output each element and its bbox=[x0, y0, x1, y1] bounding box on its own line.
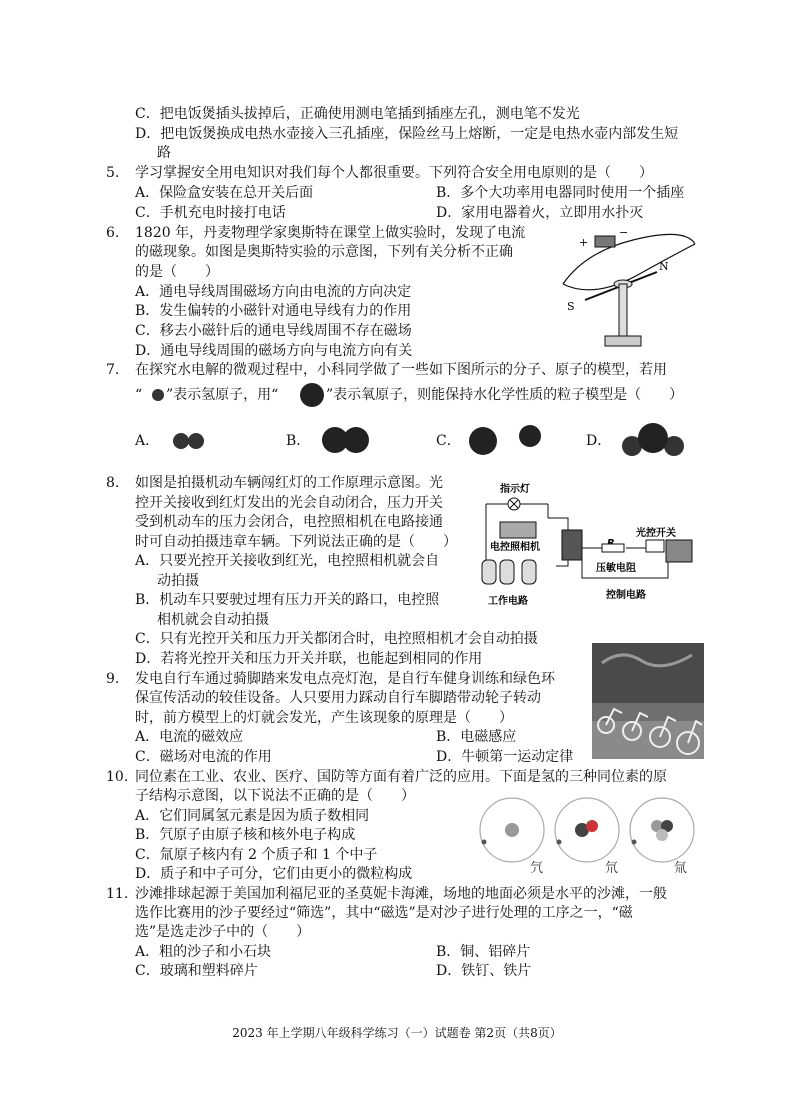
q9-option-d: D．牛顿第一运动定律 bbox=[436, 749, 574, 765]
q8-option-a: A．只要光控开关接收到红光，电控照相机就会自 bbox=[135, 553, 440, 569]
q7-model-d-icon bbox=[618, 420, 688, 460]
q8-option-d: D．若将光控开关和压力开关并联，也能起到相同的作用 bbox=[135, 651, 483, 667]
q10-stem-2: 子结构示意图，以下说法不正确的是（ ） bbox=[135, 788, 415, 804]
q9-number: 9. bbox=[106, 671, 120, 687]
q11-option-b: B．铜、铝碎片 bbox=[436, 944, 531, 960]
q7-stem-2c: ”表示氧原子，则能保持水化学性质的粒子模型是（ ） bbox=[326, 387, 684, 403]
q5-option-c: C．手机充电时接打电话 bbox=[135, 205, 286, 221]
needle-n-label: N bbox=[659, 260, 669, 273]
q10-number: 10. bbox=[106, 769, 129, 785]
q10-option-b: B．氕原子由原子核和核外电子构成 bbox=[135, 827, 356, 843]
q7-option-d: D． bbox=[586, 433, 612, 449]
q10-stem-1: 同位素在工业、农业、医疗、国防等方面有着广泛的应用。下面是氢的三种同位素的原 bbox=[135, 769, 667, 785]
hydrogen-isotopes-figure bbox=[474, 796, 704, 876]
q9-stem-3: 时，前方模型上的灯就会发光，产生该现象的原理是（ ） bbox=[135, 710, 513, 726]
camera-icon bbox=[500, 522, 536, 538]
battery-icon bbox=[666, 540, 692, 562]
q8-stem-3: 受到机动车的压力会闭合，电控照相机在电路接通 bbox=[135, 514, 443, 530]
q5-option-a: A．保险盒安装在总开关后面 bbox=[135, 185, 314, 201]
q11-stem-3: 选”是选走沙子中的（ ） bbox=[135, 924, 311, 940]
q8-option-c: C．只有光控开关和压力开关都闭合时，电控照相机才会自动拍摄 bbox=[135, 631, 538, 647]
carry-option-c: C．把电饭煲插头拔掉后，正确使用测电笔插到插座左孔，测电笔不发光 bbox=[135, 106, 580, 122]
carry-option-d-cont: 路 bbox=[157, 145, 171, 161]
q5-stem: 学习掌握安全用电知识对我们每个人都很重要。下列符合安全用电原则的是（ ） bbox=[135, 165, 653, 181]
label-pressure-resistor: 压敏电阻 bbox=[596, 563, 636, 574]
q11-stem-2: 选作比赛用的沙子要经过“筛选”，其中“磁选”是对沙子进行处理的工序之一，“磁 bbox=[135, 905, 633, 921]
q9-option-c: C．磁场对电流的作用 bbox=[135, 749, 272, 765]
q6-stem-2: 的磁现象。如图是奥斯特实验的示意图，下列有关分析不正确 bbox=[135, 244, 513, 260]
q7-stem-2b: ”表示氢原子，用“ bbox=[166, 387, 279, 403]
red-light-camera-circuit-figure bbox=[478, 478, 703, 608]
q7-stem-2a: “ bbox=[135, 387, 143, 403]
q7-option-c: C． bbox=[436, 433, 461, 449]
q11-option-a: A．粗的沙子和小石块 bbox=[135, 944, 272, 960]
label-indicator-light: 指示灯 bbox=[500, 484, 530, 495]
q11-stem-1: 沙滩排球起源于美国加利福尼亚的圣莫妮卡海滩，场地的地面必须是水平的沙滩，一般 bbox=[135, 886, 667, 902]
optical-switch-icon bbox=[646, 540, 664, 552]
q8-option-b-cont: 相机就会自动拍摄 bbox=[157, 612, 269, 628]
q7-model-b-icon bbox=[318, 424, 378, 456]
q9-option-a: A．电流的磁效应 bbox=[135, 729, 244, 745]
q9-stem-1: 发电自行车通过骑脚踏来发电点亮灯泡，是自行车健身训练和绿色环 bbox=[135, 671, 555, 687]
q7-number: 7. bbox=[106, 362, 120, 378]
oersted-experiment-figure bbox=[555, 222, 705, 357]
q5-option-d: D．家用电器着火，立即用水扑灭 bbox=[436, 205, 644, 221]
battery-minus-label: − bbox=[619, 226, 629, 239]
q8-stem-2: 控开关接收到红灯发出的光会自动闭合，压力开关 bbox=[135, 495, 443, 511]
oxygen-atom-icon bbox=[298, 381, 326, 409]
q7-option-a: A． bbox=[135, 433, 160, 449]
q7-model-a-icon bbox=[170, 430, 210, 452]
q10-option-c: C．氚原子核内有 2 个质子和 1 个中子 bbox=[135, 847, 378, 863]
label-protium: 氕 bbox=[530, 861, 544, 876]
q7-model-c-icon bbox=[466, 423, 546, 457]
q11-option-c: C．玻璃和塑料碎片 bbox=[135, 963, 258, 979]
q6-option-c: C．移去小磁针后的通电导线周围不存在磁场 bbox=[135, 323, 412, 339]
q8-option-a-cont: 动拍摄 bbox=[157, 573, 199, 589]
protium-nucleus-icon bbox=[505, 823, 519, 837]
label-deuterium: 氘 bbox=[605, 861, 619, 876]
q7-option-b: B． bbox=[286, 433, 311, 449]
q10-option-d: D．质子和中子可分，它们由更小的微粒构成 bbox=[135, 866, 413, 882]
q6-stem-1: 1820 年，丹麦物理学家奥斯特在课堂上做实验时，发现了电流 bbox=[135, 225, 526, 241]
needle-s-label: S bbox=[567, 300, 575, 313]
hydrogen-atom-icon bbox=[150, 387, 166, 403]
electromagnet-icon bbox=[562, 530, 582, 560]
q5-number: 5. bbox=[106, 165, 120, 181]
battery-plus-label: + bbox=[579, 236, 589, 249]
q9-stem-2: 保宣传活动的较佳设备。人只要用力踩动自行车脚踏带动轮子转动 bbox=[135, 690, 541, 706]
q7-stem-1: 在探究水电解的微观过程中，小科同学做了一些如下图所示的分子、原子的模型，若用 bbox=[135, 362, 667, 378]
q11-number: 11. bbox=[106, 886, 129, 902]
q8-stem-4: 时可自动拍摄违章车辆。下列说法正确的是（ ） bbox=[135, 534, 457, 550]
q5-option-b: B．多个大功率用电器同时使用一个插座 bbox=[436, 185, 685, 201]
carry-option-d: D．把电饭煲换成电热水壶接入三孔插座，保险丝马上熔断，一定是电热水壶内部发生短 bbox=[135, 126, 679, 142]
bicycle-gym-photo bbox=[592, 643, 704, 759]
q6-option-a: A．通电导线周围磁场方向由电流的方向决定 bbox=[135, 284, 412, 300]
q6-number: 6. bbox=[106, 225, 120, 241]
q6-option-d: D．通电导线周围的磁场方向与电流方向有关 bbox=[135, 343, 413, 359]
q8-option-b: B．机动车只要驶过埋有压力开关的路口，电控照 bbox=[135, 592, 440, 608]
label-control-circuit: 控制电路 bbox=[606, 590, 646, 601]
label-tritium: 氚 bbox=[674, 861, 688, 876]
q6-option-b: B．发生偏转的小磁针对通电导线有力的作用 bbox=[135, 303, 412, 319]
page-footer: 2023 年上学期八年级科学练习（一）试题卷 第2页（共8页） bbox=[232, 1026, 562, 1040]
q9-option-b: B．电磁感应 bbox=[436, 729, 517, 745]
battery-icon bbox=[595, 236, 615, 247]
label-work-circuit: 工作电路 bbox=[488, 596, 528, 607]
q8-number: 8. bbox=[106, 475, 120, 491]
q10-option-a: A．它们同属氢元素是因为质子数相同 bbox=[135, 808, 370, 824]
q6-stem-3: 的是（ ） bbox=[135, 264, 219, 280]
label-camera: 电控照相机 bbox=[490, 542, 540, 553]
q8-stem-1: 如图是拍摄机动车辆闯红灯的工作原理示意图。光 bbox=[135, 475, 443, 491]
label-optical-switch: 光控开关 bbox=[636, 528, 676, 539]
q11-option-d: D．铁钉、铁片 bbox=[436, 963, 532, 979]
